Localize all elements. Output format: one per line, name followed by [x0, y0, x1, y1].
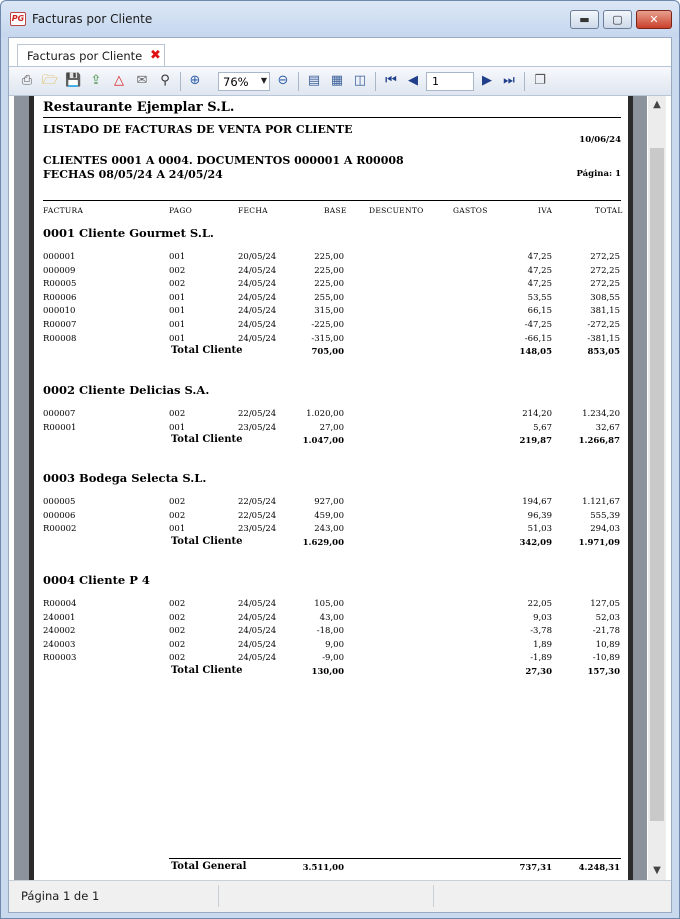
- invoice-cell-base: -315,00: [311, 333, 344, 344]
- invoice-cell-factura: 000007: [43, 409, 76, 419]
- toolbar-separator: [524, 72, 525, 91]
- invoice-cell-total: -21,78: [592, 626, 620, 637]
- invoice-cell-total: 272,25: [590, 252, 620, 262]
- client-total-label: Total Cliente: [171, 345, 243, 357]
- app-logo-icon: PG: [10, 12, 26, 26]
- invoice-cell-fecha: 24/05/24: [238, 306, 277, 317]
- invoice-cell-total: 294,03: [590, 524, 620, 535]
- maximize-button[interactable]: ▢: [603, 10, 632, 29]
- scroll-down-icon[interactable]: ▼: [653, 865, 661, 876]
- minimize-button[interactable]: ▬: [570, 10, 599, 29]
- invoice-cell-factura: R00002: [43, 524, 77, 535]
- invoice-cell-fecha: 24/05/24: [238, 279, 277, 290]
- invoice-cell-base: 927,00: [314, 497, 344, 507]
- invoice-cell-iva: 47,25: [527, 252, 552, 262]
- viewer-gutter-left: [14, 96, 29, 880]
- invoice-cell-fecha: 23/05/24: [238, 422, 277, 433]
- invoice-cell-pago: 002: [169, 409, 186, 419]
- report-range-dates: FECHAS 08/05/24 A 24/05/24: [43, 168, 223, 181]
- invoice-cell-base: 1.020,00: [306, 409, 344, 419]
- client-section-heading: 0002 Cliente Delicias S.A.: [43, 383, 210, 397]
- invoice-cell-iva: 51,03: [527, 524, 552, 535]
- invoice-cell-fecha: 24/05/24: [238, 653, 277, 664]
- invoice-cell-pago: 002: [169, 265, 186, 276]
- invoice-cell-factura: 000005: [43, 497, 76, 507]
- open-folder-icon[interactable]: 🗁: [42, 73, 59, 88]
- invoice-cell-base: 225,00: [314, 252, 344, 262]
- client-section-heading: 0001 Cliente Gourmet S.L.: [43, 226, 214, 240]
- toolbar-separator: [298, 72, 299, 91]
- invoice-cell-fecha: 22/05/24: [238, 510, 277, 521]
- client-total-base: 1.629,00: [302, 537, 344, 548]
- zoom-value: 76%: [223, 75, 249, 89]
- invoice-cell-iva: 5,67: [533, 422, 552, 433]
- invoice-cell-pago: 001: [169, 320, 186, 330]
- client-total-iva: 27,30: [525, 667, 552, 677]
- zoom-out-icon[interactable]: ⊖: [277, 73, 289, 88]
- report-page-number: Página: 1: [576, 169, 621, 179]
- invoice-cell-factura: R00003: [43, 653, 77, 664]
- invoice-cell-factura: 000010: [43, 306, 76, 317]
- client-total-total: 1.266,87: [578, 436, 620, 447]
- tab-facturas-por-cliente[interactable]: [17, 44, 165, 67]
- col-header-base: BASE: [324, 206, 347, 215]
- previous-page-icon[interactable]: ◀: [408, 73, 418, 88]
- company-name: Restaurante Ejemplar S.L.: [43, 100, 235, 115]
- last-page-icon[interactable]: ⏭: [503, 73, 515, 88]
- toolbar: [9, 66, 671, 96]
- pdf-icon[interactable]: △: [114, 73, 124, 88]
- invoice-cell-iva: 22,05: [527, 599, 552, 609]
- invoice-cell-fecha: 24/05/24: [238, 612, 277, 623]
- report-range-clients: CLIENTES 0001 A 0004. DOCUMENTOS 000001 A R00008: [43, 154, 404, 167]
- invoice-cell-fecha: 24/05/24: [238, 639, 277, 650]
- invoice-cell-iva: -1,89: [530, 653, 552, 664]
- invoice-cell-pago: 002: [169, 497, 186, 507]
- invoice-cell-base: 315,00: [314, 306, 344, 317]
- invoice-cell-total: 1.121,67: [582, 497, 620, 507]
- client-total-total: 1.971,09: [578, 537, 620, 548]
- invoice-cell-fecha: 24/05/24: [238, 333, 277, 344]
- invoice-cell-base: 225,00: [314, 279, 344, 290]
- invoice-cell-fecha: 22/05/24: [238, 497, 277, 507]
- invoice-cell-fecha: 24/05/24: [238, 265, 277, 276]
- invoice-cell-total: 1.234,20: [582, 409, 620, 419]
- book-view-icon[interactable]: ◫: [353, 73, 367, 88]
- client-total-label: Total Cliente: [171, 434, 243, 446]
- invoice-cell-base: 27,00: [319, 422, 344, 433]
- invoice-cell-factura: 240001: [43, 612, 76, 623]
- col-header-iva: IVA: [538, 206, 553, 215]
- invoice-cell-total: 308,55: [590, 292, 620, 303]
- invoice-cell-factura: 240002: [43, 626, 76, 637]
- invoice-cell-base: 459,00: [314, 510, 344, 521]
- scroll-up-icon[interactable]: ▲: [653, 99, 661, 110]
- report-title: LISTADO DE FACTURAS DE VENTA POR CLIENTE: [43, 123, 353, 136]
- invoice-cell-factura: R00001: [43, 422, 77, 433]
- page-setup-icon[interactable]: ❐: [534, 73, 546, 88]
- invoice-cell-factura: 000009: [43, 265, 76, 276]
- invoice-cell-pago: 002: [169, 510, 186, 521]
- col-header-descuento: DESCUENTO: [369, 206, 424, 215]
- invoice-cell-iva: 96,39: [527, 510, 552, 521]
- first-page-icon[interactable]: ⏮: [385, 73, 397, 88]
- find-icon[interactable]: ⚲: [160, 73, 170, 88]
- client-section-heading: 0004 Cliente P 4: [43, 573, 150, 587]
- report-viewer[interactable]: [9, 96, 671, 880]
- invoice-cell-pago: 002: [169, 639, 186, 650]
- page-number-input[interactable]: 1: [426, 72, 474, 91]
- invoice-cell-fecha: 20/05/24: [238, 252, 277, 262]
- client-total-total: 157,30: [587, 667, 620, 677]
- header-rule: [43, 117, 621, 118]
- invoice-cell-pago: 002: [169, 653, 186, 664]
- multi-page-icon[interactable]: ▦: [330, 73, 344, 88]
- invoice-cell-pago: 001: [169, 524, 186, 535]
- invoice-cell-base: 9,00: [325, 639, 344, 650]
- invoice-cell-total: 272,25: [590, 279, 620, 290]
- grand-total-rule: [169, 858, 621, 859]
- close-tab-icon[interactable]: ✖: [150, 48, 161, 63]
- client-total-iva: 342,09: [519, 537, 552, 548]
- grand-total-base: 3.511,00: [302, 863, 344, 873]
- invoice-cell-fecha: 24/05/24: [238, 292, 277, 303]
- invoice-cell-iva: -3,78: [530, 626, 552, 637]
- invoice-cell-pago: 002: [169, 612, 186, 623]
- columns-top-rule: [43, 200, 621, 201]
- invoice-cell-factura: R00008: [43, 333, 77, 344]
- invoice-cell-pago: 001: [169, 292, 186, 303]
- export-icon[interactable]: ⇪: [90, 73, 102, 88]
- status-separator: [433, 885, 434, 907]
- invoice-cell-fecha: 24/05/24: [238, 599, 277, 609]
- scrollbar-thumb[interactable]: [650, 148, 664, 821]
- status-separator: [218, 885, 219, 907]
- invoice-cell-factura: 240003: [43, 639, 76, 650]
- invoice-cell-base: 225,00: [314, 265, 344, 276]
- col-header-fecha: FECHA: [238, 206, 268, 215]
- viewer-gutter-right: [633, 96, 647, 880]
- toolbar-separator: [180, 72, 181, 91]
- window-title: Facturas por Cliente: [32, 12, 153, 26]
- invoice-cell-base: 105,00: [314, 599, 344, 609]
- invoice-cell-base: 243,00: [314, 524, 344, 535]
- report-date: 10/06/24: [579, 135, 621, 145]
- invoice-cell-pago: 001: [169, 252, 186, 262]
- toolbar-separator: [375, 72, 376, 91]
- invoice-cell-iva: 47,25: [527, 265, 552, 276]
- client-total-iva: 148,05: [519, 347, 552, 358]
- invoice-cell-iva: 53,55: [527, 292, 552, 303]
- invoice-cell-iva: 214,20: [522, 409, 552, 419]
- invoice-cell-base: -9,00: [322, 653, 344, 664]
- client-total-iva: 219,87: [519, 436, 552, 447]
- col-header-factura: FACTURA: [43, 206, 84, 215]
- invoice-cell-total: 32,67: [595, 422, 620, 433]
- invoice-cell-pago: 002: [169, 279, 186, 290]
- close-window-button[interactable]: ✕: [636, 10, 672, 29]
- print-icon[interactable]: ⎙: [21, 73, 33, 88]
- invoice-cell-iva: 66,15: [527, 306, 552, 317]
- invoice-cell-total: -10,89: [592, 653, 620, 664]
- email-icon[interactable]: ✉: [136, 73, 148, 88]
- col-header-total: TOTAL: [595, 206, 623, 215]
- chevron-down-icon[interactable]: ▼: [260, 76, 267, 85]
- grand-total-iva: 737,31: [519, 863, 552, 873]
- title-bar[interactable]: [1, 1, 679, 37]
- invoice-cell-factura: R00006: [43, 292, 77, 303]
- vertical-scrollbar[interactable]: [648, 96, 666, 880]
- client-total-base: 1.047,00: [302, 436, 344, 447]
- invoice-cell-factura: R00005: [43, 279, 77, 290]
- single-page-icon[interactable]: ▤: [307, 73, 321, 88]
- invoice-cell-total: -272,25: [587, 320, 620, 330]
- invoice-cell-pago: 002: [169, 599, 186, 609]
- invoice-cell-fecha: 22/05/24: [238, 409, 277, 419]
- invoice-cell-iva: 194,67: [522, 497, 552, 507]
- invoice-cell-pago: 002: [169, 626, 186, 637]
- invoice-cell-iva: 47,25: [527, 279, 552, 290]
- invoice-cell-total: 555,39: [590, 510, 620, 521]
- invoice-cell-pago: 001: [169, 306, 186, 317]
- tab-strip: [9, 38, 671, 66]
- invoice-cell-fecha: 24/05/24: [238, 626, 277, 637]
- invoice-cell-pago: 001: [169, 422, 186, 433]
- zoom-select[interactable]: [218, 72, 270, 91]
- next-page-icon[interactable]: ▶: [482, 73, 492, 88]
- client-total-label: Total Cliente: [171, 665, 243, 676]
- invoice-cell-factura: R00004: [43, 599, 77, 609]
- invoice-cell-iva: -47,25: [524, 320, 552, 330]
- invoice-cell-iva: 1,89: [533, 639, 552, 650]
- grand-total-total: 4.248,31: [578, 863, 620, 873]
- invoice-cell-factura: 000006: [43, 510, 76, 521]
- invoice-cell-iva: 9,03: [533, 612, 552, 623]
- client-total-base: 705,00: [311, 347, 344, 358]
- client-total-total: 853,05: [587, 347, 620, 358]
- invoice-cell-pago: 001: [169, 333, 186, 344]
- client-total-label: Total Cliente: [171, 535, 243, 547]
- report-page: [34, 96, 628, 880]
- invoice-cell-base: 255,00: [314, 292, 344, 303]
- invoice-cell-total: 52,03: [595, 612, 620, 623]
- invoice-cell-total: -381,15: [587, 333, 620, 344]
- invoice-cell-base: 43,00: [319, 612, 344, 623]
- save-icon[interactable]: 💾: [65, 73, 82, 88]
- col-header-gastos: GASTOS: [453, 206, 488, 215]
- grand-total-label: Total General: [171, 861, 247, 872]
- client-area: [8, 37, 672, 913]
- invoice-cell-base: -225,00: [311, 320, 344, 330]
- zoom-in-icon[interactable]: ⊕: [189, 73, 201, 88]
- invoice-cell-total: 272,25: [590, 265, 620, 276]
- invoice-cell-fecha: 23/05/24: [238, 524, 277, 535]
- invoice-cell-base: -18,00: [316, 626, 344, 637]
- invoice-cell-total: 381,15: [590, 306, 620, 317]
- status-bar: [9, 880, 671, 912]
- invoice-cell-factura: R00007: [43, 320, 77, 330]
- client-total-base: 130,00: [311, 667, 344, 677]
- client-section-heading: 0003 Bodega Selecta S.L.: [43, 471, 207, 485]
- invoice-cell-iva: -66,15: [524, 333, 552, 344]
- col-header-pago: PAGO: [169, 206, 193, 215]
- invoice-cell-total: 10,89: [595, 639, 620, 650]
- invoice-cell-total: 127,05: [590, 599, 620, 609]
- invoice-cell-fecha: 24/05/24: [238, 320, 277, 330]
- invoice-cell-factura: 000001: [43, 252, 76, 262]
- status-text: Página 1 de 1: [21, 889, 100, 903]
- tab-label: Facturas por Cliente: [27, 49, 143, 63]
